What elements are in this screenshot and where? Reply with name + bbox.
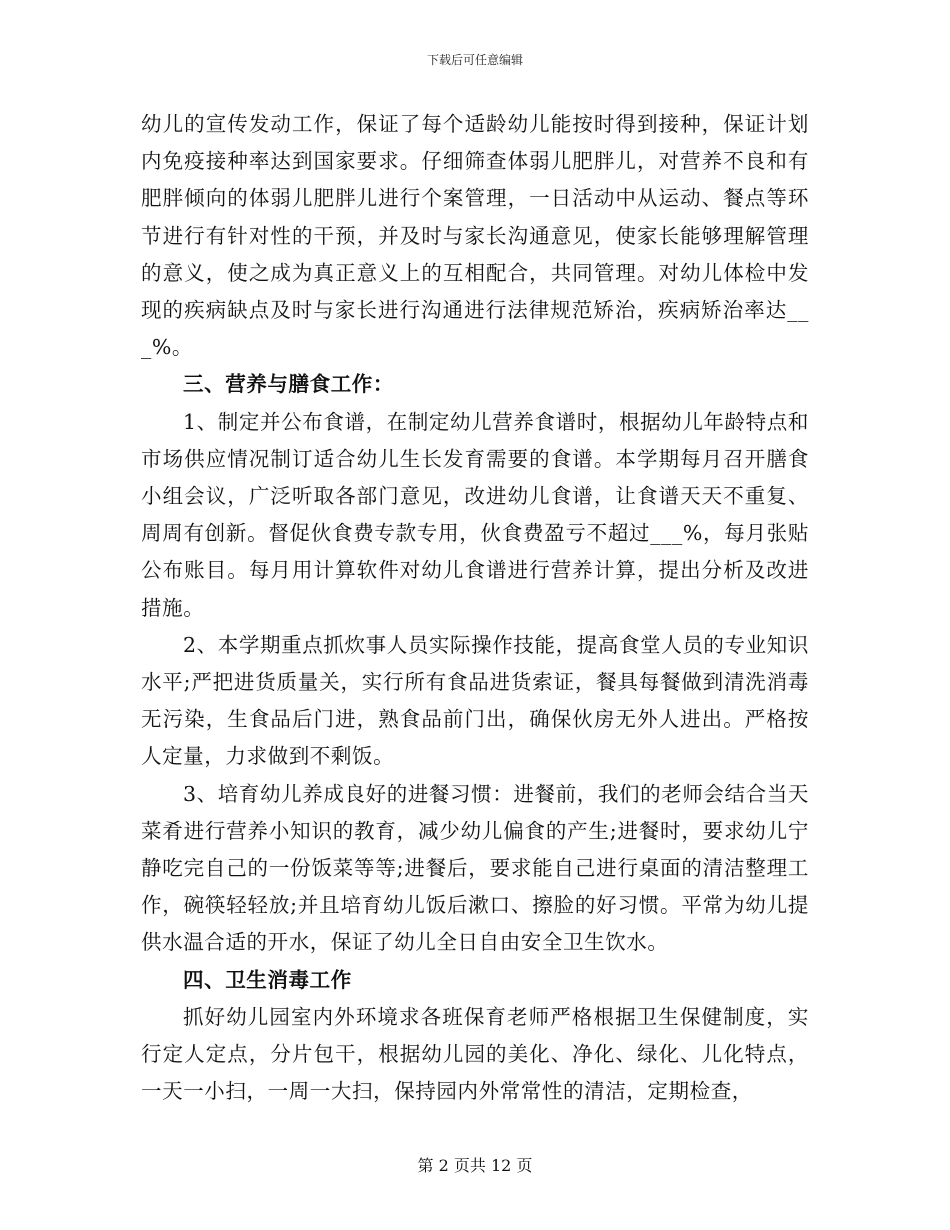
paragraph-immunization: 幼儿的宣传发动工作，保证了每个适龄幼儿能按时得到接种，保证计划内免疫接种率达到国家要求。仔细筛查体弱儿肥胖儿，对营养不良和有肥胖倾向的体弱儿肥胖儿进行个案管理，一日活动中从运动、餐点等环节进行有针对性的干预，并及时与家长沟通意见，使家长能够理解管理的意义，使之成为真正意义上的互相配合，共同管理。对幼儿体检中发现的疾病缺点及时与家长进行沟通进行法律规范矫治，疾病矫治率达___%。 [141, 112, 809, 360]
paragraph-kitchen-staff: 2、本学期重点抓炊事人员实际操作技能，提高食堂人员的专业知识水平;严把进货质量关，实行所有食品进货索证，餐具每餐做到清洗消毒无污染，生食品后门进，熟食品前门出，确保伙房无外人进出。严格按人定量，力求做到不剩饭。 [141, 632, 809, 769]
paragraph-environment: 抓好幼儿园室内外环境求各班保育老师严格根据卫生保健制度，实行定人定点，分片包干，根据幼儿园的美化、净化、绿化、儿化特点，一天一小扫，一周一大扫，保持园内外常常性的清洁，定期检查， [141, 1004, 809, 1104]
document-body [141, 106, 809, 1110]
section-heading-nutrition: 三、营养与膳食工作： [183, 372, 394, 397]
section-heading-hygiene: 四、卫生消毒工作 [183, 967, 352, 992]
paragraph-eating-habits: 3、培育幼儿养成良好的进餐习惯：进餐前，我们的老师会结合当天菜肴进行营养小知识的教育，减少幼儿偏食的产生;进餐时，要求幼儿宁静吃完自己的一份饭菜等等;进餐后，要求能自己进行桌面的清洁整理工作，碗筷轻轻放;并且培育幼儿饭后漱口、擦脸的好习惯。平常为幼儿提供水温合适的开水，保证了幼儿全日自由安全卫生饮水。 [141, 781, 809, 955]
page-number: 第 2 页共 12 页 [417, 1156, 533, 1175]
page-header: 下载后可任意编辑 [426, 53, 523, 67]
paragraph-menu: 1、制定并公布食谱，在制定幼儿营养食谱时，根据幼儿年龄特点和市场供应情况制订适合幼儿生长发育需要的食谱。本学期每月召开膳食小组会议，广泛听取各部门意见，改进幼儿食谱，让食谱天天不重复、周周有创新。督促伙食费专款专用，伙食费盈亏不超过___%，每月张贴公布账目。每月用计算软件对幼儿食谱进行营养计算，提出分析及改进措施。 [141, 409, 809, 620]
